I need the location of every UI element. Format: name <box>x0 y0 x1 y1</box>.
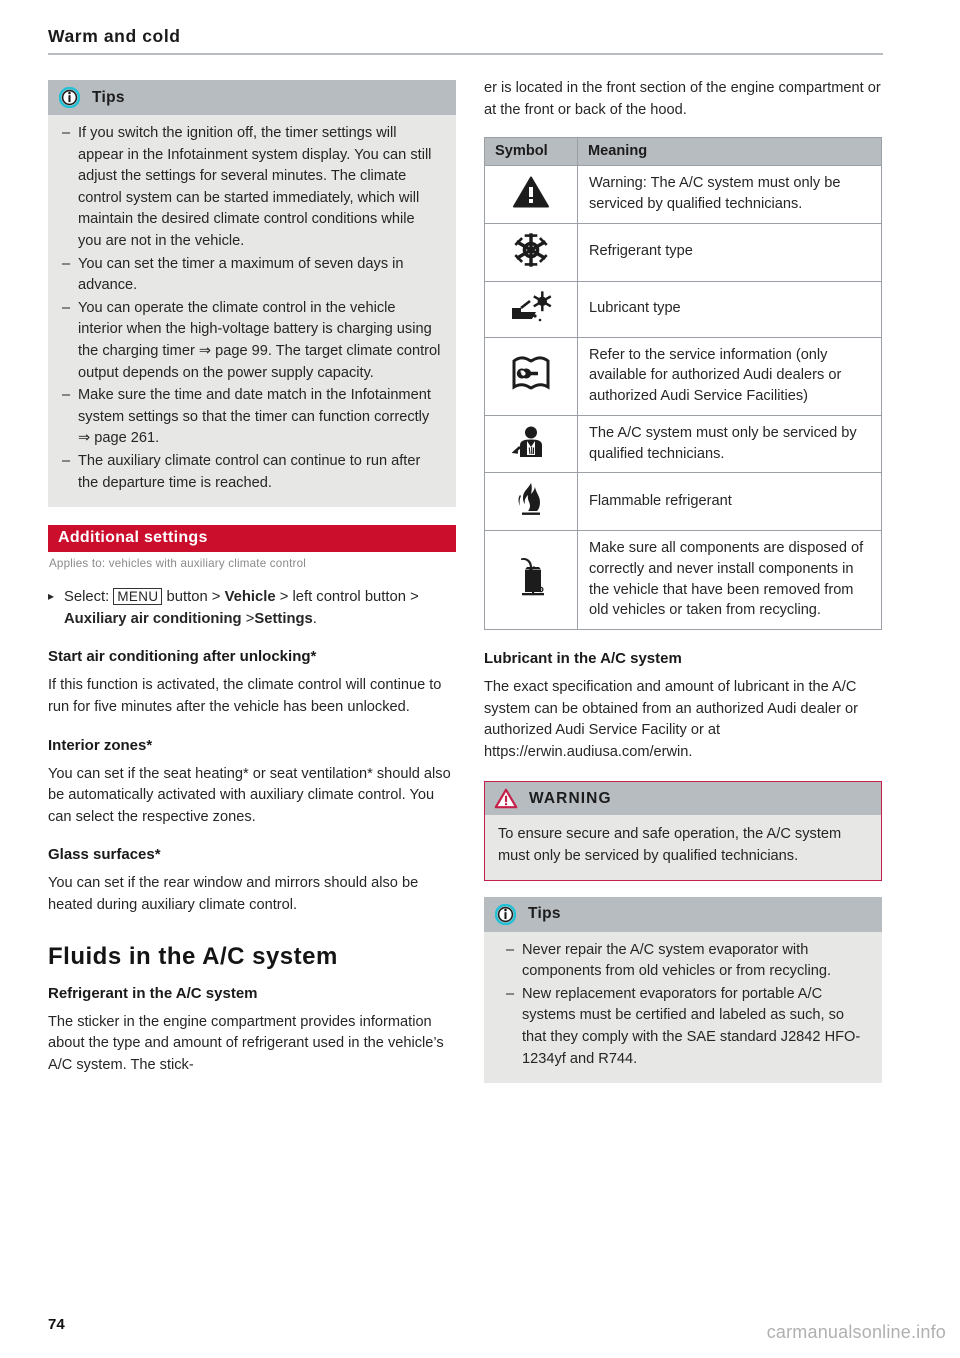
tips-box-body <box>484 932 882 1084</box>
table-row <box>485 281 882 337</box>
watermark: carmanualsonline.info <box>766 1322 946 1342</box>
paragraph-refrigerant: The sticker in the engine compartment provides information about the type and amount of refrigerant used in the vehicle’s A/C system. The stick- <box>48 1013 444 1073</box>
step-text-3: > <box>245 611 255 628</box>
column-header-symbol: Symbol <box>485 138 578 166</box>
table-row <box>485 415 882 472</box>
applies-to-note: Applies to: vehicles with auxiliary climate control <box>49 557 306 571</box>
list-item: – Make sure the time and date match in the Infotainment system settings so that the timer can function correctly ⇒ page 261. <box>62 385 442 450</box>
step-bold-auxiliary-air-conditioning: Auxiliary air conditioning <box>64 611 242 628</box>
meaning-cell: Refer to the service information (only available for authorized Audi dealers or authorized Audi Service Facilities) <box>578 337 882 415</box>
paragraph-start-air-conditioning: If this function is activated, the climate control will continue to run for five minutes after the vehicle has been unlocked. <box>48 677 442 716</box>
list-item: – If you switch the ignition off, the timer settings will appear in the Infotainment system display. You can still adjust the settings for several minutes. The climate control system can be started immediately, which will maintain the desired climate control conditions while you are not in the vehicle. <box>62 123 442 253</box>
step-period: . <box>312 611 317 628</box>
step-text-1: button > <box>166 589 221 606</box>
tips-list <box>506 940 868 1071</box>
paragraph-interior-zones: You can set if the seat heating* or seat ventilation* should also be automatically activated with auxiliary climate control. You can select the respective zones. <box>48 765 451 825</box>
list-item: – New replacement evaporators for portable A/C systems must be certified and labeled as such, so that they comply with the SAE standard J2842 HFO-1234yf and R744. <box>506 984 868 1070</box>
disposal-bin-icon <box>512 587 550 604</box>
symbol-cell <box>485 473 578 531</box>
paragraph-continued: er is located in the front section of the engine compartment or at the front or back of the hood. <box>484 80 881 118</box>
warning-box <box>484 781 882 880</box>
symbol-cell <box>485 337 578 415</box>
heading-interior-zones: Interior zones* <box>48 736 153 754</box>
tips-box-header <box>484 897 882 932</box>
tips-box-left <box>48 80 456 507</box>
snowflake-icon <box>513 255 549 272</box>
step-bold-vehicle: Vehicle <box>224 589 276 606</box>
running-header <box>48 26 883 55</box>
step-prefix: Select: <box>64 589 110 606</box>
paragraph-lubricant: The exact specification and amount of lubricant in the A/C system can be obtained from an authorized Audi dealer or authorized Audi Service Facility or at https://erwin.audiusa.com/erwin. <box>484 679 858 760</box>
meaning-cell: Lubricant type <box>578 281 882 337</box>
heading-refrigerant-in-the-ac-system: Refrigerant in the A/C system <box>48 984 258 1002</box>
warning-triangle-outline-icon <box>494 788 518 809</box>
warning-box-header <box>485 782 881 815</box>
list-item: – You can operate the climate control in the vehicle interior when the high-voltage battery is charging using the charging timer ⇒ page 99. The target climate control output depends on the power supply capacity. <box>62 298 442 384</box>
symbol-cell <box>485 281 578 337</box>
menu-path-step <box>48 586 456 630</box>
heading-lubricant-in-the-ac-system: Lubricant in the A/C system <box>484 650 682 668</box>
table-row <box>485 337 882 415</box>
table-row <box>485 473 882 531</box>
menu-keycap[interactable]: MENU <box>113 588 162 605</box>
warning-box-label: WARNING <box>529 789 612 807</box>
technician-person-icon <box>512 446 550 463</box>
list-item: – The auxiliary climate control can continue to run after the departure time is reached. <box>62 451 442 494</box>
meaning-cell: Flammable refrigerant <box>578 473 882 531</box>
meaning-cell: Make sure all components are disposed of correctly and never install components in the vehicle that have been removed from old vehicles or taken from recycling. <box>578 531 882 630</box>
paragraph-glass-surfaces: You can set if the rear window and mirrors should also be heated during auxiliary climate control. <box>48 875 419 914</box>
meaning-cell: Warning: The A/C system must only be serviced by qualified technicians. <box>578 166 882 223</box>
step-text-2: > left control button > <box>279 589 419 606</box>
symbol-cell <box>485 223 578 281</box>
info-circle-icon <box>495 904 516 925</box>
info-circle-icon <box>59 87 80 108</box>
step-bold-settings: Settings <box>254 611 313 628</box>
left-column <box>48 80 456 1090</box>
table-row <box>485 223 882 281</box>
table-header-row <box>485 138 882 166</box>
warning-box-body <box>485 815 881 879</box>
header-divider <box>48 53 883 55</box>
tips-list <box>62 123 442 494</box>
page-title: Warm and cold <box>48 26 181 46</box>
meaning-cell: The A/C system must only be serviced by qualified technicians. <box>578 415 882 472</box>
heading-fluids-in-the-ac-system: Fluids in the A/C system <box>48 942 338 970</box>
right-column <box>484 78 882 1101</box>
heading-start-air-conditioning: Start air conditioning after unlocking* <box>48 648 317 666</box>
additional-settings-banner: Additional settings <box>48 525 456 552</box>
column-header-meaning: Meaning <box>578 138 882 166</box>
list-item: – You can set the timer a maximum of seven days in advance. <box>62 254 442 297</box>
symbol-cell <box>485 531 578 630</box>
tips-box-body <box>48 115 456 507</box>
warning-triangle-solid-icon <box>512 196 550 213</box>
oil-can-snowflake-icon <box>509 311 553 328</box>
symbol-cell <box>485 415 578 472</box>
page-number: 74 <box>48 1316 65 1333</box>
table-row <box>485 166 882 223</box>
tips-box-header <box>48 80 456 115</box>
meaning-cell: Refrigerant type <box>578 223 882 281</box>
list-item: – Never repair the A/C system evaporator with components from old vehicles or from recycling. <box>506 940 868 983</box>
warning-box-text: To ensure secure and safe operation, the A/C system must only be serviced by qualified technicians. <box>498 826 842 865</box>
table-row <box>485 531 882 630</box>
tips-box-label: Tips <box>528 905 561 923</box>
flame-icon <box>514 504 548 521</box>
heading-glass-surfaces: Glass surfaces* <box>48 846 161 864</box>
service-manual-wrench-icon <box>511 379 551 396</box>
tips-box-right <box>484 897 882 1084</box>
symbol-meaning-table <box>484 137 882 630</box>
tips-box-label: Tips <box>92 88 125 106</box>
symbol-cell <box>485 166 578 223</box>
